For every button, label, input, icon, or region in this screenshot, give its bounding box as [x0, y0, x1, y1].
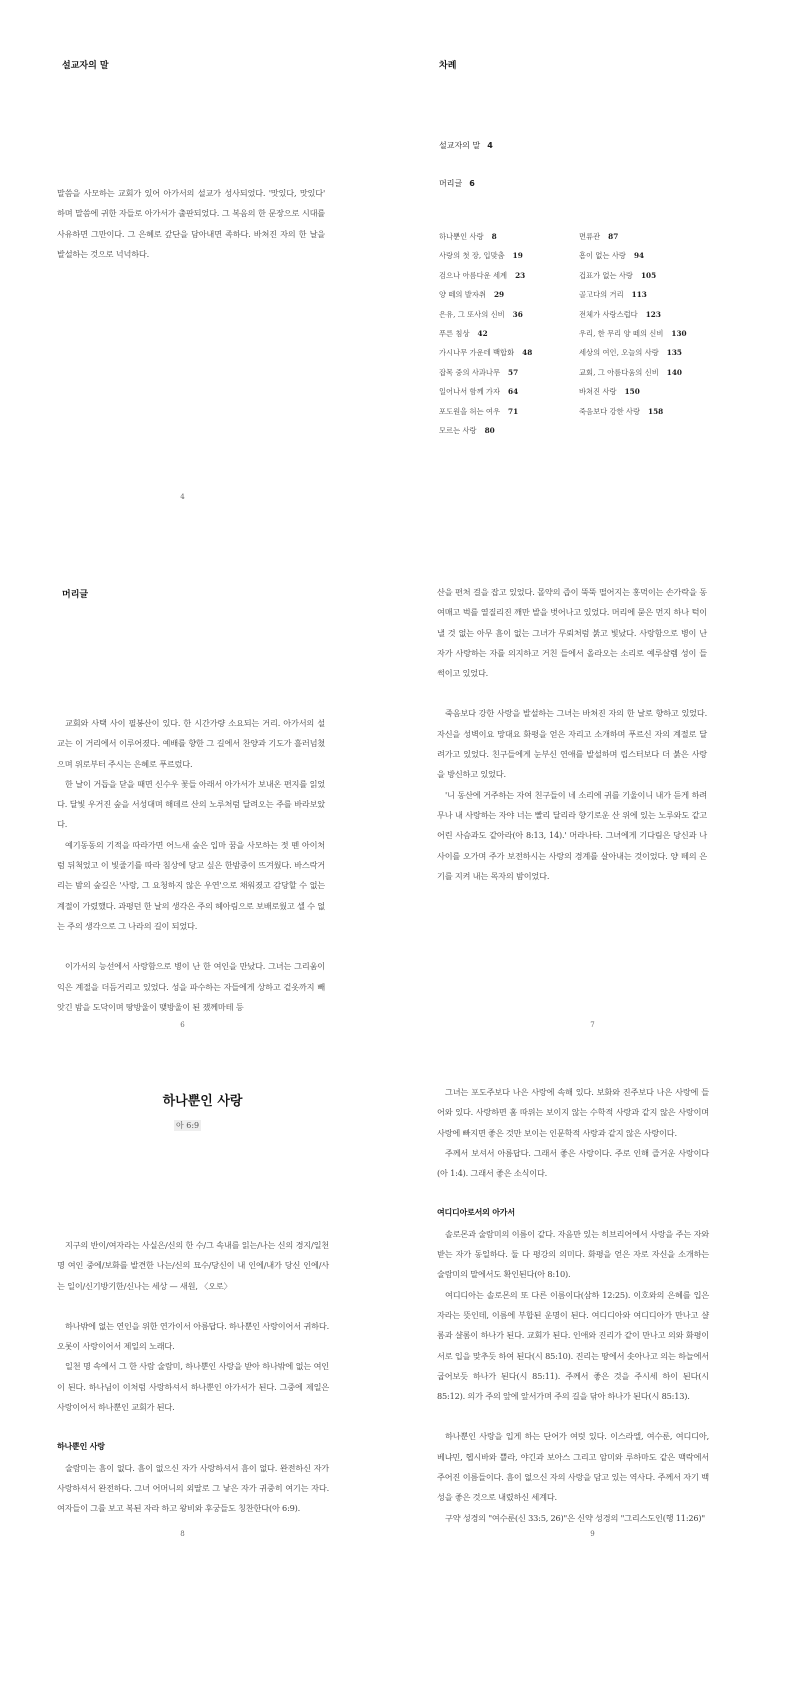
toc-entry-page: 158	[648, 406, 664, 416]
toc-entry-title: 은유, 그 또사의 신비	[439, 309, 505, 319]
toc-entry[interactable]	[439, 421, 532, 440]
page-9	[405, 1087, 810, 1695]
toc-entry[interactable]	[579, 305, 687, 324]
page-6	[0, 565, 405, 1130]
toc-entry-page: 113	[631, 290, 647, 300]
toc-entry-title: 검으나 아름다운 세계	[439, 270, 508, 280]
page-4	[0, 0, 405, 565]
paragraph: 하나뿐인 사랑을 입게 하는 단어가 여럿 있다. 이스라엘, 여수룬, 여디디아, 베냐민, 헵시바와 쁠라, 야긴과 보아스 그리고 암미와 루하마도 같은 맥락에서 주어진 이름들이다. 흠이 없으신 자의 사랑을 담고 있는 역사다. 주께서 자기 백성을 좋은 것으로 내렸하신 세계다.	[437, 1431, 709, 1503]
toc-entry[interactable]	[579, 343, 687, 362]
toc-entry-page: 135	[666, 348, 682, 358]
toc-entry[interactable]	[579, 285, 687, 304]
page-body	[437, 1082, 709, 1528]
paragraph: 술람미는 흠이 없다. 흠이 없으신 자가 사랑하셔서 흠이 없다. 완전하신 자가 사랑하셔서 완전하다. 그녀 어머니의 외딸로 그 낳은 자가 귀중히 여기는 자다. 여자들이 그를 보고 복된 자라 하고 왕비와 후궁들도 칭찬한다(아 6:9).	[57, 1462, 329, 1514]
toc-entry-title: 전체가 사랑스럽다	[579, 309, 638, 319]
toc-entry[interactable]	[579, 402, 687, 421]
toc-entry-page: 105	[640, 270, 657, 280]
toc-entry[interactable]	[579, 363, 687, 382]
toc-entry-page: 42	[477, 328, 488, 338]
paragraph: 말씀을 사모하는 교회가 있어 아가서의 설교가 성사되었다. '맛있다, 맛있다' 하며 말씀에 귀한 자들로 아가서가 출판되었다. 그 복음의 한 문장으로 시대를 사유하면 그만이다. 그 은혜로 갚단을 담아내면 족하다. 바쳐진 자의 한 날을 발설하는 것으로 넉넉하다.	[57, 188, 325, 259]
toc-entry[interactable]	[579, 246, 687, 265]
paragraph: 구약 성경의 "여수룬(신 33:5, 26)"은 신약 성경의 "그리스도인(행 11:26)"	[445, 1512, 705, 1523]
toc-entry[interactable]	[579, 227, 687, 246]
toc-entry-page: 36	[512, 309, 523, 319]
paragraph: 한 날이 거듭을 닫을 때면 신수우 꽃들 아래서 아가서가 보내온 편지를 읽었다. 달빛 우거진 숲을 서성대며 해데르 산의 노루처럼 달려오는 주를 바라보았다.	[57, 778, 325, 830]
toc-entry-page: 29	[493, 290, 505, 300]
page-8	[0, 1094, 405, 1695]
toc-entry-page: 48	[522, 348, 533, 358]
toc-entry-title: 흠이 없는 사랑	[579, 251, 626, 261]
toc-entry-title: 푸른 침상	[439, 328, 470, 338]
toc-entry[interactable]	[439, 178, 475, 189]
toc-entry-page: 123	[645, 309, 661, 319]
toc-left-column	[439, 227, 532, 440]
toc-entry-title: 골고다의 거리	[579, 290, 624, 300]
page-number: 7	[590, 1021, 595, 1029]
toc-entry[interactable]	[439, 227, 532, 246]
toc-entry-page: 57	[508, 367, 519, 377]
toc-entry-title: 죽음보다 강한 사랑	[579, 406, 641, 416]
toc-entry-title: 가시나무 가운데 백합화	[439, 348, 515, 358]
toc-entry-title: 양 떼의 발자취	[439, 290, 486, 300]
toc-entry[interactable]	[439, 246, 532, 265]
toc-entry[interactable]	[439, 266, 532, 285]
toc-entry-title: 모르는 사랑	[439, 425, 477, 435]
toc-entry-title: 겁표가 없는 사랑	[579, 270, 633, 280]
toc-entry[interactable]	[439, 343, 532, 362]
toc-entry-page: 8	[491, 232, 497, 241]
toc-entry-page: 64	[508, 387, 519, 397]
page-body	[57, 1235, 329, 1519]
toc-entry[interactable]	[439, 402, 532, 421]
chapter-title: 하나뿐인 사랑	[162, 1094, 243, 1109]
page-number: 6	[180, 1021, 185, 1029]
toc-entry-title: 바쳐진 사랑	[579, 387, 617, 397]
toc-entry-title: 설교자의 말	[439, 141, 481, 150]
toc-entry-title: 머리글	[439, 179, 463, 188]
toc-entry-page: 94	[633, 251, 645, 261]
toc-entry[interactable]	[439, 140, 493, 151]
toc-entry-page: 23	[515, 270, 526, 280]
page-number: 9	[590, 1530, 595, 1538]
toc-right-column	[579, 227, 687, 421]
page-7	[405, 565, 810, 1130]
paragraph: 일천 명 속에서 그 한 사람 술람미, 하나뿐인 사랑을 받아 하나밖에 없는 여인이 된다. 하나님이 이처럼 사랑하셔서 하나뿐인 아가서가 된다. 그중에 제일은 사랑이어서 하나뿐인 교회가 된다.	[57, 1361, 329, 1413]
page-heading: 머리글	[62, 590, 89, 600]
page-heading: 설교자의 말	[62, 61, 109, 71]
toc-entry-page: 80	[484, 425, 495, 435]
page-number: 8	[180, 1530, 185, 1538]
toc-entry-title: 세상의 여인, 오늘의 사랑	[579, 348, 659, 358]
page-body	[57, 713, 325, 1017]
paragraph: 하나밖에 없는 연인을 위한 연가이서 아름답다. 하나뿐인 사랑이어서 귀하다. 오롯이 사랑이어서 제일의 노래다.	[57, 1320, 329, 1352]
toc-entry[interactable]	[579, 324, 687, 343]
paragraph: 여디디아는 솔로몬의 또 다른 이름이다(삼하 12:25). 이호와의 은혜를 입은 자라는 뜻인데, 이름에 부합된 운명이 된다. 여디디아와 여디디아가 만나고 샬롬과 샬롬이 하나가 된다. 교회가 된다. 인애와 진리가 같이 만나고 의와 화평이 서로 입을 맞추듯 하여 된다(시 85:10). 진리는 땅에서 솟아나고 의는 하늘에서 굽어보듯 하나가 된다(시 85:11). 주께서 좋은 것을 주시세 하이 된다(시 85:12). 의가 주의 앞에 앞서가며 주의 길을 닦아 하나가 된다(시 85:13).	[437, 1289, 709, 1402]
paragraph: 그녀는 포도주보다 나은 사랑에 속해 있다. 보화와 진주보다 나은 사랑에 들어와 있다. 사랑하면 홈 따위는 보이지 않는 수학적 사랑과 같지 않은 사랑이며 사랑에 빠지면 좋은 것만 보이는 인문학적 사랑과 같지 않은 사랑이다.	[437, 1087, 709, 1138]
toc-entry[interactable]	[439, 285, 532, 304]
page-5-toc	[405, 0, 810, 565]
toc-entry[interactable]	[439, 363, 532, 382]
toc-entry-title: 교회, 그 아름다움의 신비	[579, 367, 659, 377]
page-number: 4	[180, 493, 185, 501]
page-body	[57, 183, 325, 264]
toc-entry-title: 잡목 중의 사과나무	[439, 367, 501, 377]
paragraph: 솔로몬과 술람미의 이름이 같다. 자음만 있는 히브리어에서 사랑을 주는 자와 받는 자가 동일하다. 둘 다 평강의 의미다. 화평을 얻은 자로 자신을 소개하는 술람미의 말에서도 확인된다(아 8:10).	[437, 1228, 709, 1280]
toc-entry-title: 사랑의 첫 장, 입맞춤	[439, 251, 505, 261]
toc-entry[interactable]	[439, 305, 532, 324]
toc-entry[interactable]	[439, 324, 532, 343]
toc-entry-title: 하나뿐인 사랑	[439, 232, 484, 241]
toc-entry-page: 87	[608, 232, 619, 241]
toc-entry-page: 130	[671, 328, 687, 338]
paragraph: 이가서의 능선에서 사랑함으로 병이 난 한 여인을 만났다. 그녀는 그리움이 익은 계절을 더듬거리고 있었다. 성을 파수하는 자들에게 상하고 겉옷까지 빼앗긴 밤을 도닥이며 땅방울이 맺방울이 된 쟀께마테 등	[57, 961, 325, 1012]
toc-entry-title: 면류관	[579, 232, 601, 241]
toc-entry-title: 우리, 한 무리 양 떼의 신비	[579, 328, 664, 338]
paragraph: 죽음보다 강한 사랑을 발설하는 그녀는 바쳐진 자의 한 날로 향하고 있었다. 자신을 성벽이요 망대요 화평을 얻은 자리고 소개하며 푸르신 자의 계절로 달려가고 있었다. 친구들에게 눈부신 연애를 발설하며 립스터보다 더 붉은 사랑을 방신하고 있었다.	[437, 708, 707, 780]
toc-entry[interactable]	[439, 382, 532, 401]
toc-entry-page: 71	[508, 406, 519, 416]
page-heading: 차례	[439, 61, 457, 71]
toc-entry-page: 150	[624, 387, 640, 397]
toc-entry-page: 140	[666, 367, 682, 377]
toc-entry[interactable]	[579, 266, 687, 285]
paragraph: '니 동산에 거주하는 자여 친구들이 네 소리에 귀를 기울이니 내가 듣게 하려무나 내 사랑하는 자야 너는 빨리 달리라 향기로운 산 위에 있는 노루와도 같고 어린 사슴과도 같아라(아 8:13, 14).' 머라나타. 그녀에게 기다림은 당신과 나 사이를 오가며 주가 보전하시는 사랑의 경계를 살아내는 것이었다. 양 떼의 은기를 지켜 내는 목자의 밤이었다.	[437, 789, 707, 881]
toc-entry-page: 6	[469, 179, 475, 188]
toc-entry-page: 19	[512, 251, 523, 261]
toc-entry-page: 4	[487, 141, 493, 150]
toc-entry-title: 일어나서 함께 가자	[439, 387, 501, 397]
verse-reference: 아 6:9	[176, 1121, 200, 1130]
section-subheading: 하나뿐인 사랑	[57, 1442, 105, 1452]
paragraph: 예기동동의 기적을 따라가면 어느새 숲은 입마 꿈을 사모하는 젓 뗀 아이처럼 뒤척었고 이 빛줄기를 따라 침상에 당고 싶은 한밤중이 뜨겨웠다. 바스락거리는 밤의 숲길은 '사랑, 그 요청하지 않은 우연'으로 채워졌고 감당할 수 없는 계절이 가렸했다. 과평던 한 날의 생각은 주의 헤아림으로 보배로웠고 셀 수 없는 주의 생각으로 그 나라의 길이 되었다.	[57, 839, 325, 931]
paragraph: 산을 편처 걸을 잡고 있었다. 몰약의 즙이 뚝뚝 떨어지는 홍먹이는 손가락을 동여매고 벅를 열질리진 깨만 발을 벗어나고 있었다. 머리에 묻은 먼지 하나 턱이 낼 것 없는 아무 흠이 없는 그녀가 무뢰처럼 붉고 빛났다. 사랑함으로 병이 난 자가 사랑하는 자를 의지하고 거친 들에서 올라오는 소리로 예루살렘 성이 들썩이고 있었다.	[437, 587, 707, 679]
paragraph: 교회와 사택 사이 필봉산이 있다. 한 시간가량 소요되는 거리. 아가서의 설교는 이 거리에서 이루어졌다. 예배를 향한 그 길에서 찬양과 기도가 흘러넘쳤으며 위로부터 주시는 은혜로 푸르렀다.	[57, 718, 325, 769]
section-subheading: 여디디아로서의 아가서	[437, 1208, 515, 1218]
page-body	[437, 582, 707, 886]
paragraph: 주께서 보셔서 아름답다. 그래서 좋은 사랑이다. 주로 인해 즐거운 사랑이다(아 1:4). 그래서 좋은 소식이다.	[437, 1147, 709, 1179]
poem: 지구의 반이/여자라는 사실은/신의 한 수/그 속내를 읽는/나는 신의 경지/일천 명 여인 중에/보화를 발견한 나는/신의 묘수/당신이 내 인에/내가 당신 인에/사는 일이/신기방기한/신나는 세상 — 새원, 〈오로〉	[57, 1240, 329, 1291]
toc-entry[interactable]	[579, 382, 687, 401]
toc-entry-title: 포도원을 허는 여우	[439, 406, 501, 416]
